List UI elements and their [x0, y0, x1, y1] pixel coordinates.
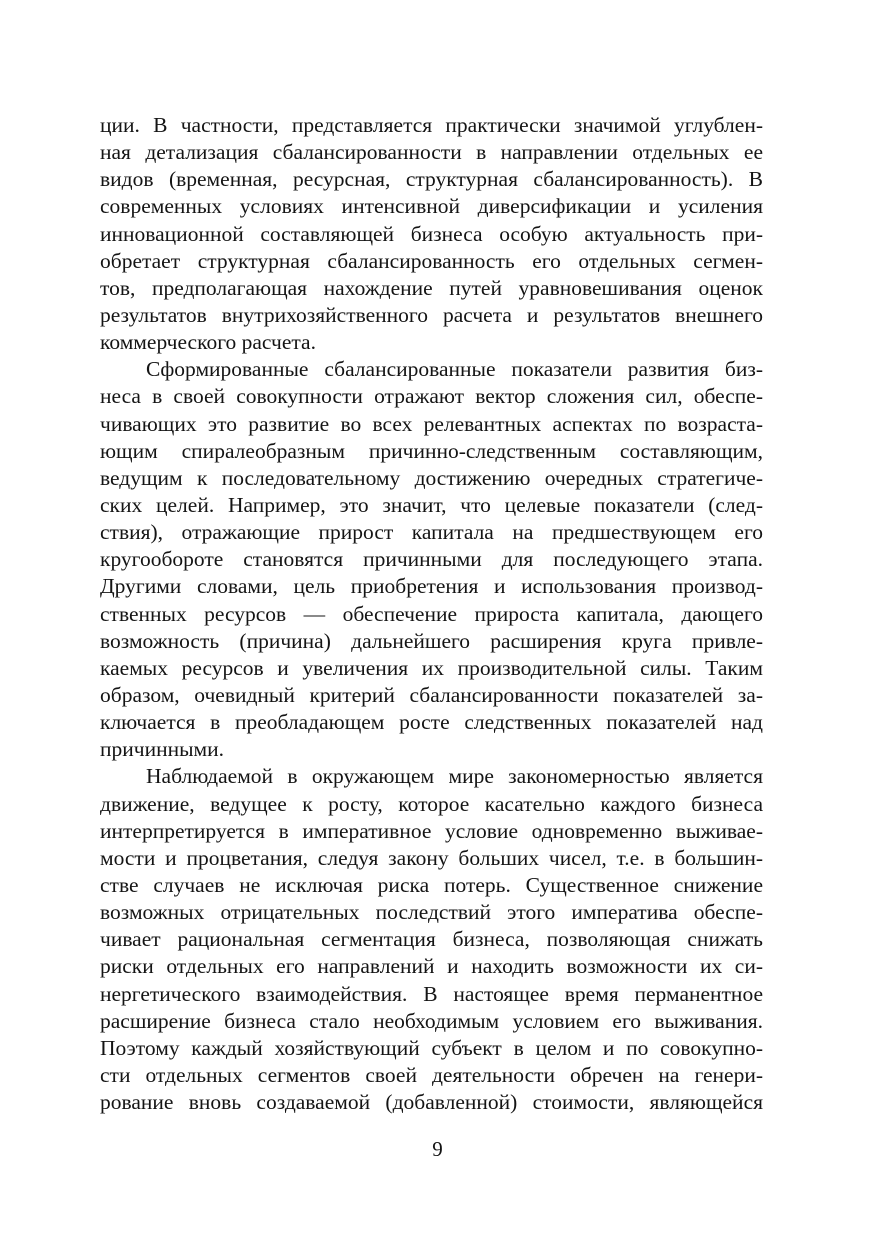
text-line: Другими словами, цель приобретения и использования производ- [100, 574, 763, 599]
text-line: видов (временная, ресурсная, структурная сбалансированность). В [100, 167, 763, 192]
text-line: возможность (причина) дальнейшего расширения круга привле- [100, 628, 763, 653]
text-line: ющим спиралеобразным причинно-следственным составляющим, [100, 438, 763, 463]
text-line: обретает структурная сбалансированность его отдельных сегмен- [100, 248, 763, 273]
text-line: ственных ресурсов — обеспечение прироста капитала, дающего [100, 601, 763, 626]
text-line: каемых ресурсов и увеличения их производительной силы. Таким [100, 655, 763, 680]
text-line: Поэтому каждый хозяйствующий субъект в целом и по совокупно- [100, 1035, 763, 1060]
body-text [100, 112, 763, 1116]
text-line: возможных отрицательных последствий этого императива обеспе- [100, 900, 763, 925]
text-line: коммерческого расчета. [100, 330, 316, 355]
text-line: ная детализация сбалансированности в направлении отдельных ее [100, 140, 763, 165]
text-line: мости и процветания, следуя закону больших чисел, т.е. в большин- [100, 845, 763, 870]
text-line: ствия), отражающие прирост капитала на предшествующем его [100, 520, 763, 545]
text-line: неса в своей совокупности отражают вектор сложения сил, обеспе- [100, 384, 763, 409]
paragraph-2 [100, 356, 763, 763]
text-line: чивающих это развитие во всех релевантных аспектах по возраста- [100, 411, 763, 436]
text-line: ключается в преобладающем росте следственных показателей над [100, 710, 763, 735]
text-line: ведущим к последовательному достижению очередных стратегиче- [100, 465, 763, 490]
text-line: стве случаев не исключая риска потерь. Существенное снижение [100, 872, 763, 897]
text-line: нергетического взаимодействия. В настоящее время перманентное [100, 981, 763, 1006]
text-line: чивает рациональная сегментация бизнеса, позволяющая снижать [100, 927, 763, 952]
text-line: Наблюдаемой в окружающем мире закономерностью является [146, 764, 763, 789]
text-line: образом, очевидный критерий сбалансированности показателей за- [100, 682, 763, 707]
text-line: рование вновь создаваемой (добавленной) стоимости, являющейся [100, 1090, 763, 1115]
text-line: сти отдельных сегментов своей деятельности обречен на генери- [100, 1062, 763, 1087]
text-line: современных условиях интенсивной диверсификации и усиления [100, 194, 763, 219]
text-line: тов, предполагающая нахождение путей уравновешивания оценок [100, 275, 763, 300]
text-line: причинными. [100, 737, 225, 762]
text-line: ских целей. Например, это значит, что целевые показатели (след- [100, 492, 763, 517]
text-line: Сформированные сбалансированные показатели развития биз- [146, 357, 763, 382]
text-line: риски отдельных его направлений и находить возможности их си- [100, 954, 763, 979]
page-number: 9 [432, 1137, 443, 1161]
text-line: интерпретируется в императивное условие одновременно выживае- [100, 818, 763, 843]
paragraph-1 [100, 112, 763, 356]
text-line: инновационной составляющей бизнеса особую актуальность при- [100, 221, 763, 246]
text-line: расширение бизнеса стало необходимым условием его выживания. [100, 1008, 763, 1033]
text-line: кругообороте становятся причинными для последующего этапа. [100, 547, 763, 572]
text-line: движение, ведущее к росту, которое касательно каждого бизнеса [100, 791, 763, 816]
text-line: ции. В частности, представляется практически значимой углублен- [100, 113, 763, 137]
text-line: результатов внутрихозяйственного расчета и результатов внешнего [100, 302, 763, 327]
paragraph-3 [100, 763, 763, 1116]
